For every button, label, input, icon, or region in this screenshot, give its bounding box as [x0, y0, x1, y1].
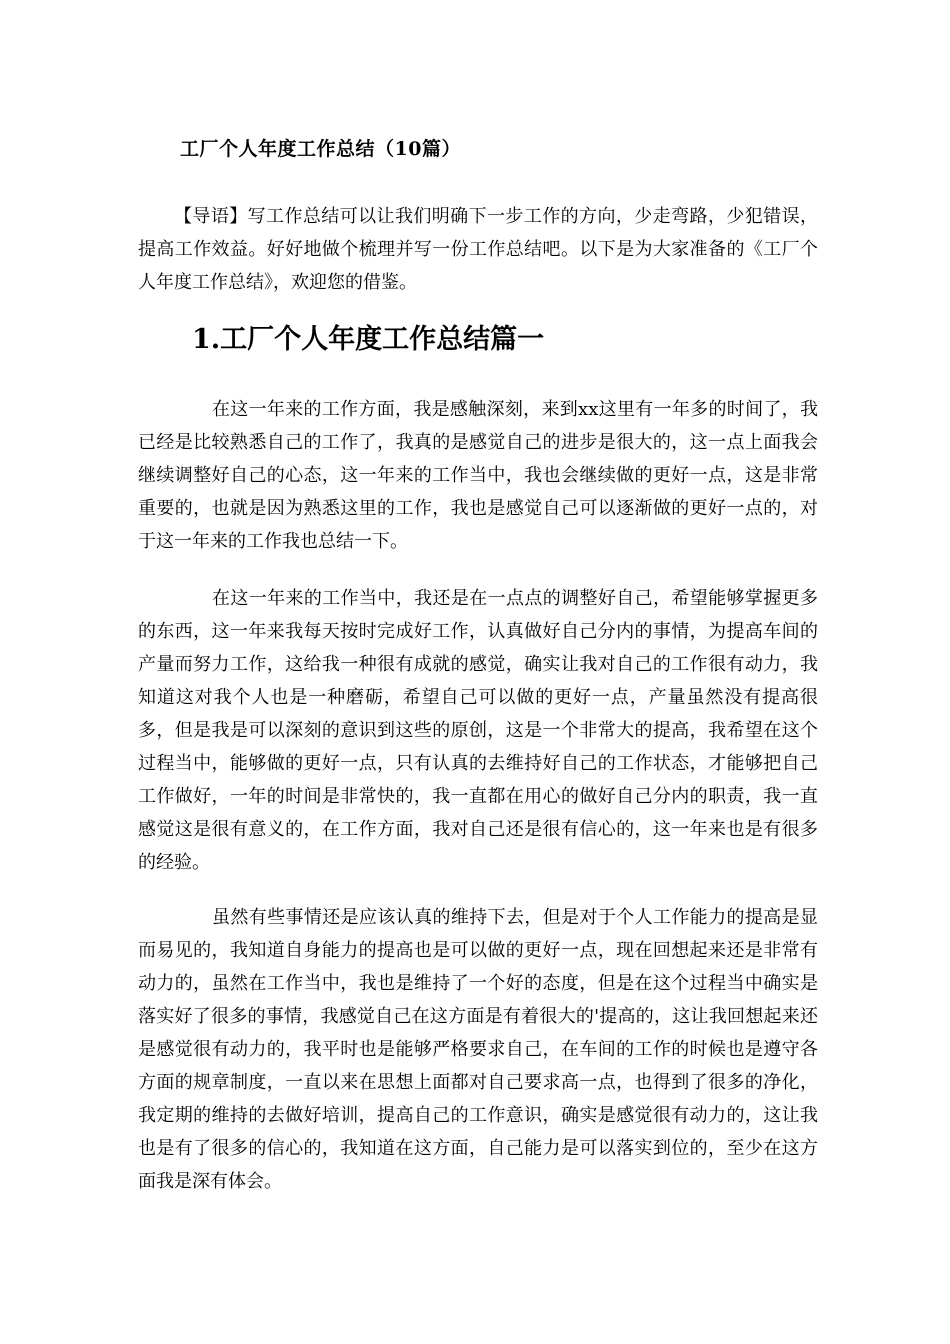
body-paragraph-1: 在这一年来的工作方面，我是感触深刻，来到xx这里有一年多的时间了，我已经是比较熟悉自己的工作了，我真的是感觉自己的进步是很大的，这一点上面我会继续调整好自己的心态，这一年来的工作当中，我也会继续做的更好一点，这是非常重要的，也就是因为熟悉这里的工作，我也是感觉自己可以逐渐做的更好一点的，对于这一年来的工作我也总结一下。	[138, 399, 818, 552]
body-paragraph-3: 虽然有些事情还是应该认真的维持下去，但是对于个人工作能力的提高是显而易见的，我知道自身能力的提高也是可以做的更好一点，现在回想起来还是非常有动力的，虽然在工作当中，我也是维持了一个好的态度，但是在这个过程当中确实是落实好了很多的事情，我感觉自己在这方面是有着很大的'提高的，这让我回想起来还是感觉很有动力的，我平时也是能够严格要求自己，在车间的工作的时候也是遵守各方面的规章制度，一直以来在思想上面都对自己要求高一点，也得到了很多的净化，我定期的维持的去做好培训，提高自己的工作意识，确实是感觉很有动力的，这让我也是有了很多的信心的，我知道在这方面，自己能力是可以落实到位的，至少在这方面我是深有体会。	[138, 907, 818, 1192]
body-paragraph-2: 在这一年来的工作当中，我还是在一点点的调整好自己，希望能够掌握更多的东西，这一年来我每天按时完成好工作，认真做好自己分内的事情，为提高车间的产量而努力工作，这给我一种很有成就的感觉，确实让我对自己的工作很有动力，我知道这对我个人也是一种磨砺，希望自己可以做的更好一点，产量虽然没有提高很多，但是我是可以深刻的意识到这些的原创，这是一个非常大的提高，我希望在这个过程当中，能够做的更好一点，只有认真的去维持好自己的工作状态，才能够把自己工作做好，一年的时间是非常快的，我一直都在用心的做好自己分内的职责，我一直感觉这是很有意义的，在工作方面，我对自己还是很有信心的，这一年来也是有很多的经验。	[138, 588, 818, 873]
intro-paragraph: 【导语】写工作总结可以让我们明确下一步工作的方向，少走弯路，少犯错误，提高工作效益。好好地做个梳理并写一份工作总结吧。以下是为大家准备的《工厂个人年度工作总结》，欢迎您的借鉴。	[138, 206, 818, 293]
document-title: 工厂个人年度工作总结（10篇）	[180, 138, 461, 160]
section-heading: 1.工厂个人年度工作总结篇一	[192, 324, 545, 355]
